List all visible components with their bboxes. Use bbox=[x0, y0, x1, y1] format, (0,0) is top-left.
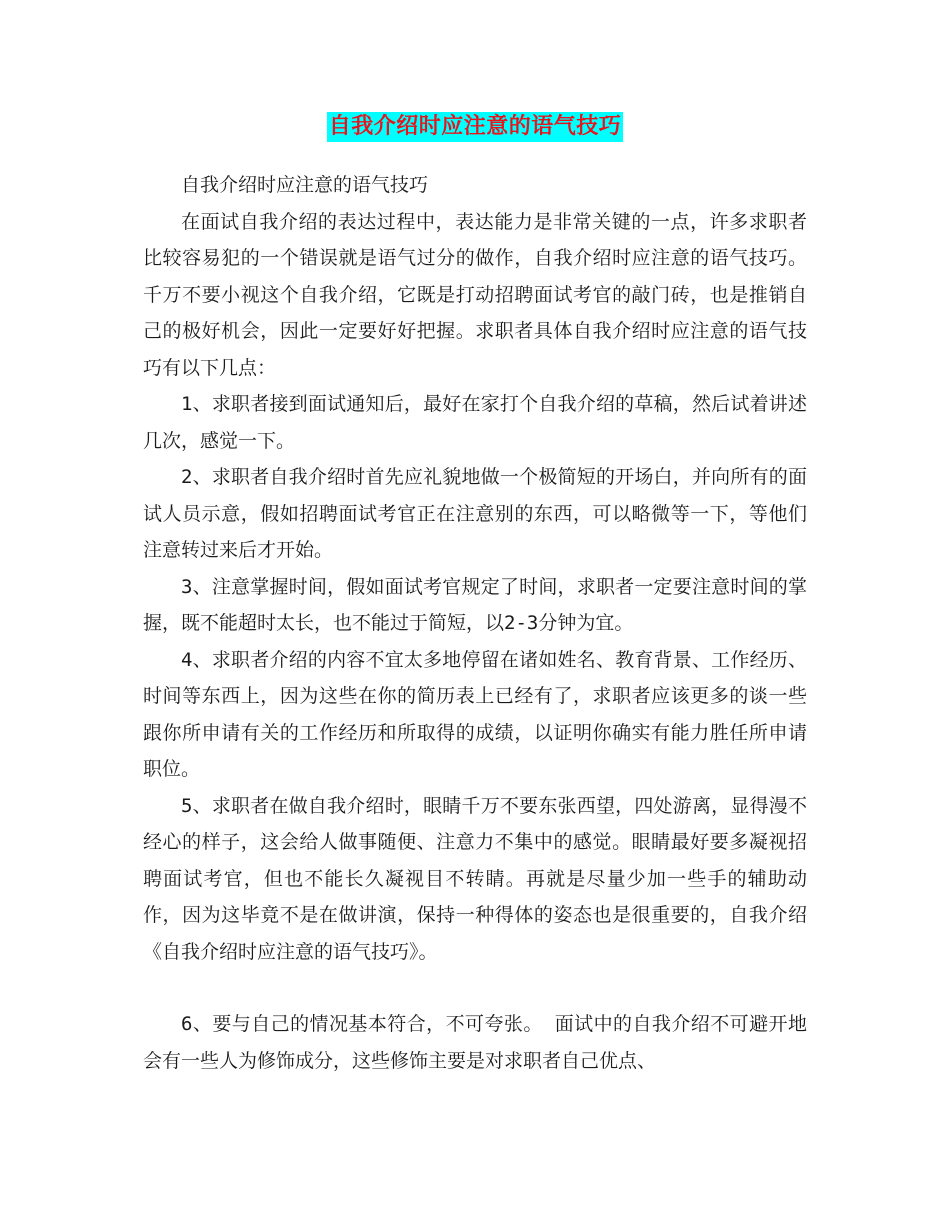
tip-paragraph-4: 4、求职者介绍的内容不宜太多地停留在诸如姓名、教育背景、工作经历、时间等东西上，因为这些在你的简历表上已经有了，求职者应该更多的谈一些跟你所申请有关的工作经历和所取得的成绩，以证明你确实有能力胜任所申请职位。 bbox=[143, 648, 807, 780]
title-wrapper bbox=[0, 112, 950, 142]
subtitle-paragraph: 自我介绍时应注意的语气技巧 bbox=[181, 174, 429, 196]
intro-paragraph: 在面试自我介绍的表达过程中，表达能力是非常关键的一点，许多求职者比较容易犯的一个错误就是语气过分的做作，自我介绍时应注意的语气技巧。千万不要小视这个自我介绍，它既是打动招聘面试考官的敲门砖，也是推销自己的极好机会，因此一定要好好把握。求职者具体自我介绍时应注意的语气技巧有以下几点： bbox=[143, 210, 807, 379]
document-title: 自我介绍时应注意的语气技巧 bbox=[327, 112, 624, 142]
tip-paragraph-6: 6、要与自己的情况基本符合，不可夸张。 面试中的自我介绍不可避开地会有一些人为修饰成分，这些修饰主要是对求职者自己优点、 bbox=[143, 1013, 807, 1072]
document-body bbox=[143, 167, 807, 1079]
tip-paragraph-3: 3、注意掌握时间，假如面试考官规定了时间，求职者一定要注意时间的掌握，既不能超时太长，也不能过于简短，以2-3分钟为宜。 bbox=[143, 575, 807, 634]
tip-paragraph-1: 1、求职者接到面试通知后，最好在家打个自我介绍的草稿，然后试着讲述几次，感觉一下。 bbox=[143, 393, 807, 452]
tip-paragraph-2: 2、求职者自我介绍时首先应礼貌地做一个极简短的开场白，并向所有的面试人员示意，假如招聘面试考官正在注意别的东西，可以略微等一下，等他们注意转过来后才开始。 bbox=[143, 466, 807, 561]
tip-paragraph-5: 5、求职者在做自我介绍时，眼睛千万不要东张西望，四处游离，显得漫不经心的样子，这会给人做事随便、注意力不集中的感觉。眼睛最好要多凝视招聘面试考官，但也不能长久凝视目不转睛。再就是尽量少加一些手的辅助动作，因为这毕竟不是在做讲演，保持一种得体的姿态也是很重要的，自我介绍《自我介绍时应注意的语气技巧》。 bbox=[143, 794, 807, 963]
